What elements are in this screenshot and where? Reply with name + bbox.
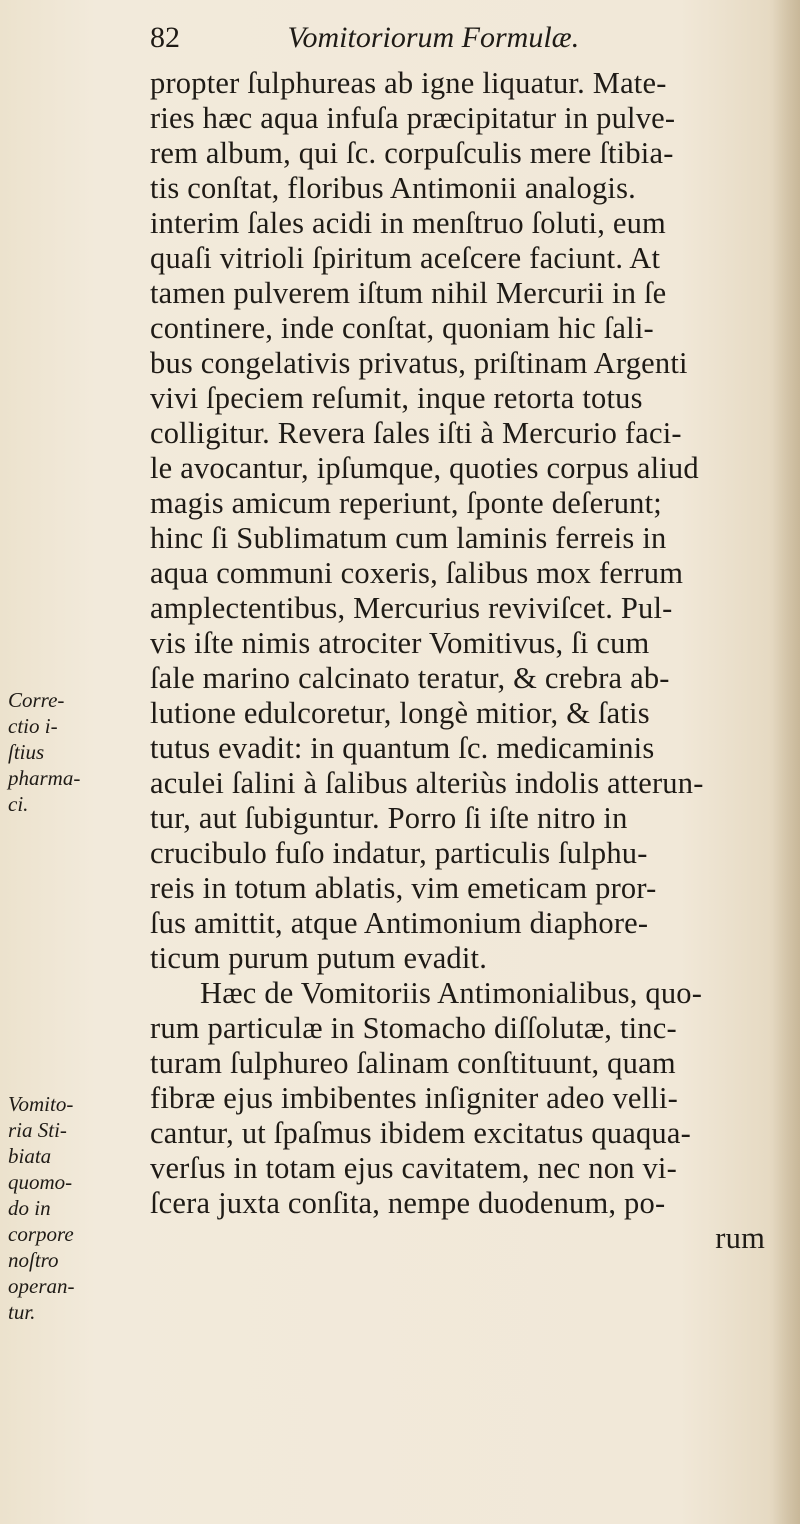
margin-note-line: Vomito- [8,1092,74,1116]
text-line: continere, inde conſtat, quoniam hic ſali- [150,311,654,345]
margin-note-line: ria Sti- [8,1118,67,1142]
text-line: vivi ſpeciem reſumit, inque retorta totus [150,381,643,415]
margin-note-line: ci. [8,792,29,816]
text-line: quaſi vitrioli ſpiritum aceſcere faciunt. At [150,241,661,275]
margin-note-line: operan- [8,1274,75,1298]
text-line: ticum purum putum evadit. [150,941,488,975]
text-line: propter ſulphureas ab igne liquatur. Mate- [150,66,667,100]
margin-note-line: pharma- [8,766,81,790]
text-line: tur, aut ſubiguntur. Porro ſi iſte nitro in [150,801,628,835]
margin-note-line: noſtro [8,1248,59,1272]
page-gutter-shadow [772,0,800,1524]
margin-note-line: quomo- [8,1170,73,1194]
text-line: rum particulæ in Stomacho diſſolutæ, tinc- [150,1011,677,1045]
page-number: 82 [150,21,180,54]
text-line: aculei ſalini à ſalibus alteriùs indolis atterun- [150,766,704,800]
text-line: vis iſte nimis atrociter Vomitivus, ſi cum [150,626,650,660]
text-line: ſus amittit, atque Antimonium diaphore- [150,906,649,940]
text-line: colligitur. Revera ſales iſti à Mercurio faci- [150,416,682,450]
running-head [150,18,770,58]
text-line: tis conſtat, floribus Antimonii analogis. [150,171,636,205]
margin-note-line: Corre- [8,688,65,712]
body-text [150,66,765,1256]
text-line: tamen pulverem iſtum nihil Mercurii in ſe [150,276,667,310]
text-line: ſale marino calcinato teratur, & crebra ab- [150,661,670,695]
text-line: ries hæc aqua infuſa præcipitatur in pulve- [150,101,676,135]
margin-note-line: corpore [8,1222,74,1246]
text-line: amplectentibus, Mercurius reviviſcet. Pul- [150,591,673,625]
text-line: crucibulo fuſo indatur, particulis ſulphu- [150,836,648,870]
text-line: cantur, ut ſpaſmus ibidem excitatus quaqua- [150,1116,691,1150]
margin-note-line: ſtius [8,740,45,764]
margin-note-vomitoria [8,1091,150,1325]
text-line: bus congelativis privatus, priſtinam Argenti [150,346,688,380]
text-line: rem album, qui ſc. corpuſculis mere ſtibia- [150,136,674,170]
text-line: lutione edulcoretur, longè mitior, & ſatis [150,696,650,730]
text-line: ſcera juxta conſita, nempe duodenum, po- [150,1186,666,1220]
margin-note-line: biata [8,1144,52,1168]
margin-note-line: tur. [8,1300,36,1324]
text-line: magis amicum reperiunt, ſponte deſerunt; [150,486,662,520]
catchword: rum [715,1221,765,1255]
text-line: verſus in totam ejus cavitatem, nec non vi- [150,1151,677,1185]
text-line: tutus evadit: in quantum ſc. medicaminis [150,731,655,765]
text-line: hinc ſi Sublimatum cum laminis ferreis in [150,521,667,555]
margin-note-line: ctio i- [8,714,58,738]
text-line: interim ſales acidi in menſtruo ſoluti, eum [150,206,666,240]
text-line: turam ſulphureo ſalinam conſtituunt, quam [150,1046,676,1080]
text-line: reis in totum ablatis, vim emeticam pror- [150,871,657,905]
text-line: le avocantur, ipſumque, quoties corpus aliud [150,451,699,485]
text-line: aqua communi coxeris, ſalibus mox ferrum [150,556,684,590]
running-title: Vomitoriorum Formulæ. [287,21,580,54]
text-line: Hæc de Vomitoriis Antimonialibus, quo- [200,976,703,1010]
text-line: fibræ ejus imbibentes inſigniter adeo velli- [150,1081,679,1115]
margin-note-correctio [8,687,150,817]
margin-note-line: do in [8,1196,51,1220]
